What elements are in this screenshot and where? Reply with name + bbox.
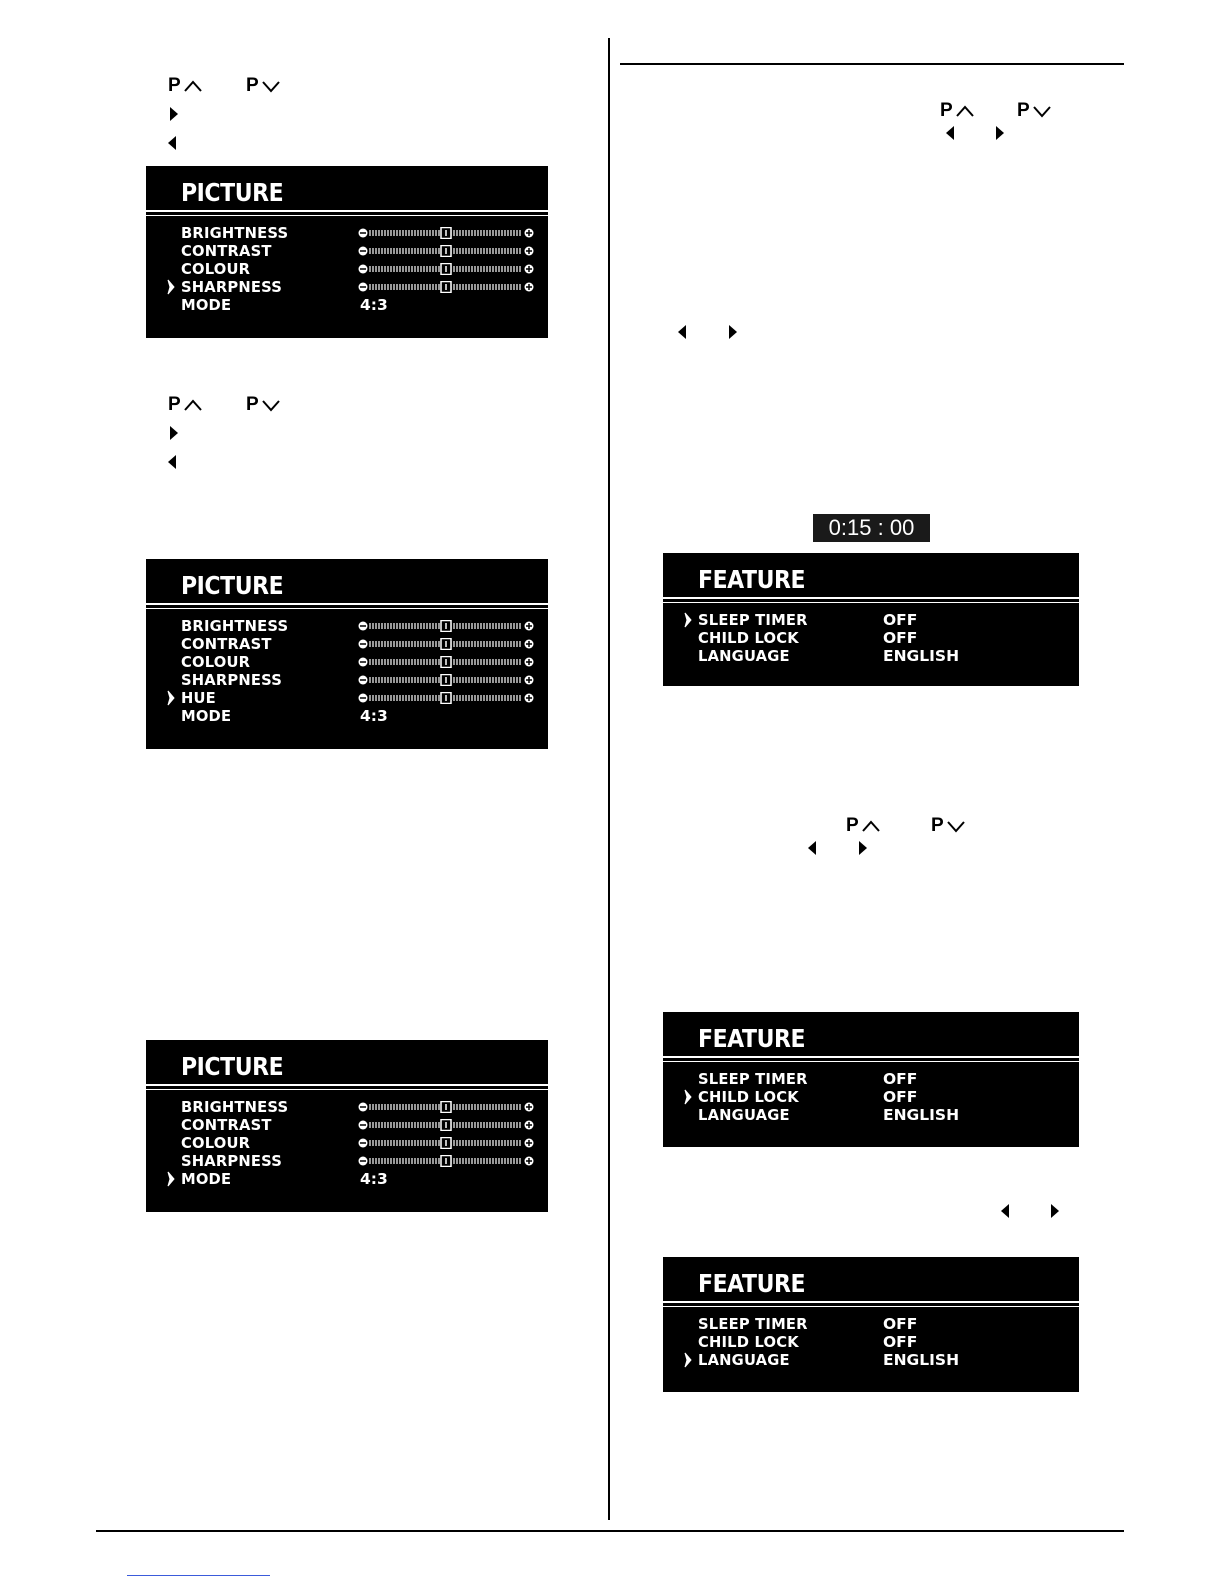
menu-item[interactable] [698, 1351, 795, 1369]
p-key-letter: P [940, 100, 953, 121]
menu-item-label: BRIGHTNESS [181, 617, 289, 635]
menu-item[interactable] [181, 1152, 287, 1170]
p-up-key [168, 395, 203, 414]
right-arrow-icon [859, 841, 867, 855]
menu-item-value: OFF [883, 629, 918, 647]
selection-marker-icon [167, 690, 175, 706]
level-slider [358, 1101, 534, 1113]
menu-item-label: LANGUAGE [698, 1351, 790, 1369]
menu-item-label: SLEEP TIMER [698, 1070, 808, 1088]
menu-item-value: OFF [883, 1333, 918, 1351]
menu-item[interactable] [181, 707, 234, 725]
selection-marker-icon [167, 279, 175, 295]
menu-item-label: SLEEP TIMER [698, 611, 808, 629]
page-footer-rule [96, 1530, 1124, 1532]
chevron-down-icon [946, 819, 966, 833]
picture-menu [146, 1040, 548, 1212]
menu-item[interactable] [181, 296, 234, 314]
menu-item-value: ENGLISH [883, 647, 960, 665]
p-down-key [246, 395, 281, 414]
level-slider [358, 1155, 534, 1167]
menu-item-label: LANGUAGE [698, 1106, 790, 1124]
menu-item-value: ENGLISH [883, 1106, 960, 1124]
left-arrow-icon [678, 325, 686, 339]
p-key-letter: P [931, 815, 944, 836]
level-slider [358, 263, 534, 275]
p-up-key [168, 76, 203, 95]
menu-title-rule [146, 1089, 548, 1090]
menu-title: FEATURE [698, 1269, 806, 1298]
level-slider [358, 674, 534, 686]
menu-item[interactable] [698, 1333, 804, 1351]
right-arrow-icon [170, 426, 178, 440]
menu-title-rule [663, 1061, 1079, 1062]
level-slider [358, 227, 534, 239]
left-arrow-icon [808, 841, 816, 855]
feature-menu [663, 1257, 1079, 1392]
menu-item-label: COLOUR [181, 260, 251, 278]
menu-item[interactable] [181, 1134, 254, 1152]
section-rule-top [620, 63, 1124, 65]
menu-title: FEATURE [698, 1024, 806, 1053]
menu-title-rule [663, 1301, 1079, 1303]
picture-menu [146, 559, 548, 749]
menu-item[interactable] [181, 671, 287, 689]
menu-item-label: MODE [181, 296, 232, 314]
menu-item-value: OFF [883, 1315, 918, 1333]
menu-item[interactable] [181, 1098, 294, 1116]
menu-item-label: CONTRAST [181, 1116, 272, 1134]
menu-title-rule [146, 210, 548, 212]
menu-item-label: HUE [181, 689, 216, 707]
menu-title-rule [663, 597, 1079, 599]
left-arrow-icon [1001, 1204, 1009, 1218]
menu-item[interactable] [181, 242, 276, 260]
level-slider [358, 1137, 534, 1149]
column-divider [608, 38, 610, 1520]
menu-item-label: COLOUR [181, 1134, 251, 1152]
menu-title-rule [663, 602, 1079, 603]
menu-item[interactable] [181, 635, 276, 653]
menu-title-rule [146, 215, 548, 216]
menu-item-label: MODE [181, 1170, 232, 1188]
left-arrow-icon [946, 126, 954, 140]
menu-item[interactable] [698, 1070, 813, 1088]
chevron-up-icon [861, 819, 881, 833]
menu-item-label: CONTRAST [181, 242, 272, 260]
level-slider [358, 692, 534, 704]
level-slider [358, 638, 534, 650]
menu-title-rule [146, 1084, 548, 1086]
menu-item-label: SHARPNESS [181, 1152, 283, 1170]
menu-item[interactable] [181, 689, 218, 707]
menu-item-label: CHILD LOCK [698, 1333, 799, 1351]
menu-item[interactable] [698, 611, 813, 629]
menu-item-label: LANGUAGE [698, 647, 790, 665]
right-arrow-icon [996, 126, 1004, 140]
menu-item-label: BRIGHTNESS [181, 224, 289, 242]
level-slider [358, 656, 534, 668]
p-key-letter: P [246, 75, 259, 96]
level-slider [358, 245, 534, 257]
menu-title-rule [146, 603, 548, 605]
chevron-down-icon [1032, 104, 1052, 118]
chevron-up-icon [955, 104, 975, 118]
menu-item[interactable] [181, 1170, 234, 1188]
menu-title: PICTURE [181, 178, 284, 207]
menu-title-rule [663, 1306, 1079, 1307]
menu-item[interactable] [181, 260, 254, 278]
p-down-key [246, 76, 281, 95]
p-down-key [1017, 101, 1052, 120]
chevron-up-icon [183, 398, 203, 412]
selection-marker-icon [684, 1089, 692, 1105]
left-arrow-icon [168, 455, 176, 469]
menu-item-label: SHARPNESS [181, 278, 283, 296]
menu-title: PICTURE [181, 571, 284, 600]
p-key-letter: P [168, 75, 181, 96]
menu-item-value: 4:3 [360, 1170, 388, 1188]
menu-item[interactable] [698, 1106, 795, 1124]
chevron-up-icon [183, 79, 203, 93]
menu-item-label: SLEEP TIMER [698, 1315, 808, 1333]
menu-title: PICTURE [181, 1052, 284, 1081]
level-slider [358, 620, 534, 632]
menu-item[interactable] [181, 617, 294, 635]
footer-link-underline [127, 1575, 270, 1576]
right-arrow-icon [170, 107, 178, 121]
feature-menu [663, 553, 1079, 686]
left-arrow-icon [168, 136, 176, 150]
menu-item-label: CHILD LOCK [698, 1088, 799, 1106]
chevron-down-icon [261, 79, 281, 93]
menu-title-rule [146, 608, 548, 609]
menu-item[interactable] [698, 629, 804, 647]
menu-item[interactable] [181, 278, 287, 296]
menu-item-value: OFF [883, 611, 918, 629]
menu-item-value: OFF [883, 1070, 918, 1088]
menu-title-rule [663, 1056, 1079, 1058]
menu-item-value: OFF [883, 1088, 918, 1106]
level-slider [358, 1119, 534, 1131]
selection-marker-icon [167, 1171, 175, 1187]
p-down-key [931, 816, 966, 835]
menu-item[interactable] [698, 1088, 804, 1106]
chevron-down-icon [261, 398, 281, 412]
menu-item-value: ENGLISH [883, 1351, 960, 1369]
feature-menu [663, 1012, 1079, 1147]
menu-item-label: CHILD LOCK [698, 629, 799, 647]
menu-item-label: BRIGHTNESS [181, 1098, 289, 1116]
sleep-timer-display: 0:15 : 00 [813, 514, 930, 542]
menu-item[interactable] [181, 653, 254, 671]
menu-item[interactable] [181, 224, 294, 242]
picture-menu [146, 166, 548, 338]
menu-item-value: 4:3 [360, 707, 388, 725]
selection-marker-icon [684, 612, 692, 628]
p-key-letter: P [1017, 100, 1030, 121]
menu-title: FEATURE [698, 565, 806, 594]
menu-item-label: SHARPNESS [181, 671, 283, 689]
menu-item[interactable] [181, 1116, 276, 1134]
menu-item-label: CONTRAST [181, 635, 272, 653]
p-up-key [846, 816, 881, 835]
right-arrow-icon [1051, 1204, 1059, 1218]
menu-item[interactable] [698, 647, 795, 665]
p-key-letter: P [246, 394, 259, 415]
p-up-key [940, 101, 975, 120]
level-slider [358, 281, 534, 293]
menu-item-label: COLOUR [181, 653, 251, 671]
right-arrow-icon [729, 325, 737, 339]
selection-marker-icon [684, 1352, 692, 1368]
menu-item-value: 4:3 [360, 296, 388, 314]
p-key-letter: P [846, 815, 859, 836]
menu-item[interactable] [698, 1315, 813, 1333]
menu-item-label: MODE [181, 707, 232, 725]
p-key-letter: P [168, 394, 181, 415]
